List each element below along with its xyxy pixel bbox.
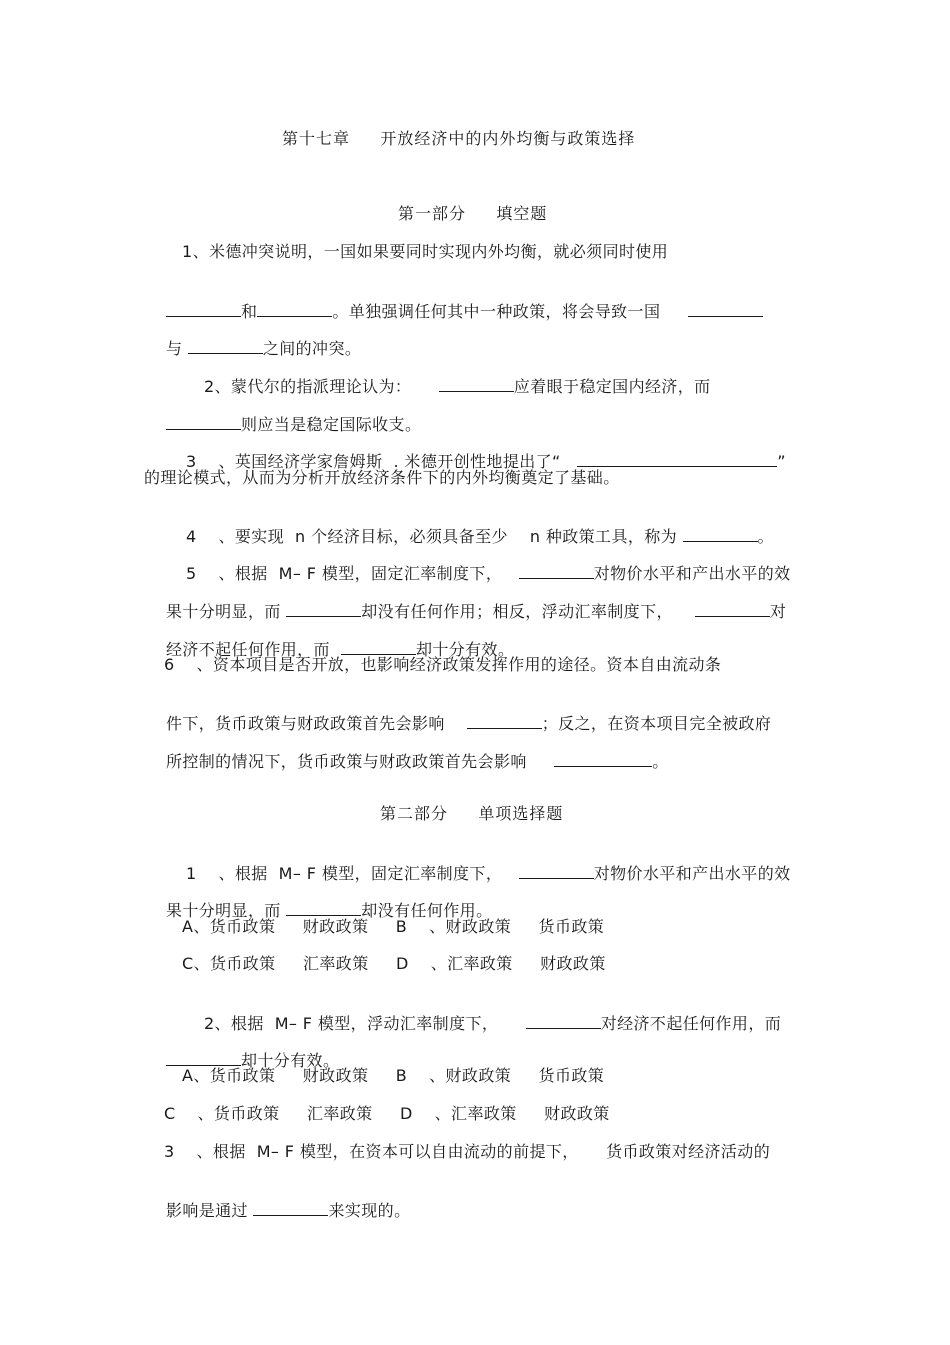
part1-title: 第一部分 填空题 [398, 204, 548, 223]
answer-blank[interactable] [695, 602, 770, 617]
answer-blank[interactable] [577, 452, 777, 467]
mc2-options-cd[interactable]: C 、货币政策 汇率政策 D 、汇率政策 财政政策 [164, 1104, 610, 1123]
answer-blank[interactable] [253, 1201, 328, 1216]
answer-blank[interactable] [166, 302, 241, 317]
q1-line2: 和 。单独强调任何其中一种政策，将会导致一国 [144, 279, 763, 345]
mc1-options-cd[interactable]: C、货币政策 汇率政策 D 、汇率政策 财政政策 [182, 954, 606, 973]
mc2-line1: 2、根据 M– F 模型，浮动汇率制度下， 对经济不起任何作用，而 [203, 1014, 782, 1033]
mc1-line2: 果十分明显，而 却没有任何作用。 [165, 901, 493, 920]
mc3-line1: 3 、根据 M– F 模型，在资本可以自由流动的前提下， 货币政策对经济活动的 [164, 1142, 771, 1161]
answer-blank[interactable] [286, 901, 361, 916]
q1-line3: 与 之间的冲突。 [165, 339, 362, 358]
q6-line3: 所控制的情况下，货币政策与财政政策首先会影响 。 [165, 752, 669, 771]
q3-line2: 的理论模式，从而为分析开放经济条件下的内外均衡奠定了基础。 [144, 468, 620, 487]
answer-blank[interactable] [526, 1014, 601, 1029]
answer-blank[interactable] [688, 302, 763, 317]
q5-line1: 5 、根据 M– F 模型，固定汇率制度下， 对物价水平和产出水平的效 [185, 564, 791, 583]
q4-line1: 4 、要实现 n 个经济目标，必须具备至少 n 种政策工具，称为 。 [185, 527, 774, 546]
mc2-options-ab[interactable]: A、货币政策 财政政策 B 、财政政策 货币政策 [182, 1066, 605, 1085]
answer-blank[interactable] [341, 640, 416, 655]
answer-blank[interactable] [519, 564, 594, 579]
answer-blank[interactable] [519, 864, 594, 879]
part2-title: 第二部分 单项选择题 [380, 804, 564, 823]
mc1-options-ab[interactable]: A、货币政策 财政政策 B 、财政政策 货币政策 [182, 917, 605, 936]
answer-blank[interactable] [286, 602, 361, 617]
q1-line1: 1、米德冲突说明，一国如果要同时实现内外均衡，就必须同时使用 [182, 242, 669, 261]
answer-blank[interactable] [554, 752, 652, 767]
q6-line1: 6 、资本项目是否开放，也影响经济政策发挥作用的途径。资本自由流动条 [164, 655, 722, 674]
answer-blank[interactable] [467, 714, 542, 729]
answer-blank[interactable] [188, 339, 263, 354]
answer-blank[interactable] [683, 527, 758, 542]
q5-line3: 经济不起任何作用，而 却十分有效。 [165, 640, 515, 659]
q5-line2: 果十分明显，而 却没有任何作用；相反，浮动汇率制度下， 对 [165, 602, 787, 621]
answer-blank[interactable] [166, 415, 241, 430]
q6-line2: 件下，货币政策与财政政策首先会影响 ；反之，在资本项目完全被政府 [165, 714, 772, 733]
mc3-line2: 影响是通过 来实现的。 [165, 1201, 411, 1220]
q2-line1: 2、蒙代尔的指派理论认为： 应着眼于稳定国内经济，而 [203, 377, 711, 396]
mc2-line2: 却十分有效。 [144, 1028, 339, 1094]
q2-line2: 则应当是稳定国际收支。 [144, 392, 421, 458]
mc1-line1: 1 、根据 M– F 模型，固定汇率制度下， 对物价水平和产出水平的效 [185, 864, 791, 883]
answer-blank[interactable] [439, 377, 514, 392]
answer-blank[interactable] [257, 302, 332, 317]
q3-line1: 3 、英国经济学家詹姆斯 . 米德开创性地提出了“ ” [185, 452, 786, 471]
answer-blank[interactable] [166, 1051, 241, 1066]
chapter-title: 第十七章 开放经济中的内外均衡与政策选择 [282, 129, 636, 148]
